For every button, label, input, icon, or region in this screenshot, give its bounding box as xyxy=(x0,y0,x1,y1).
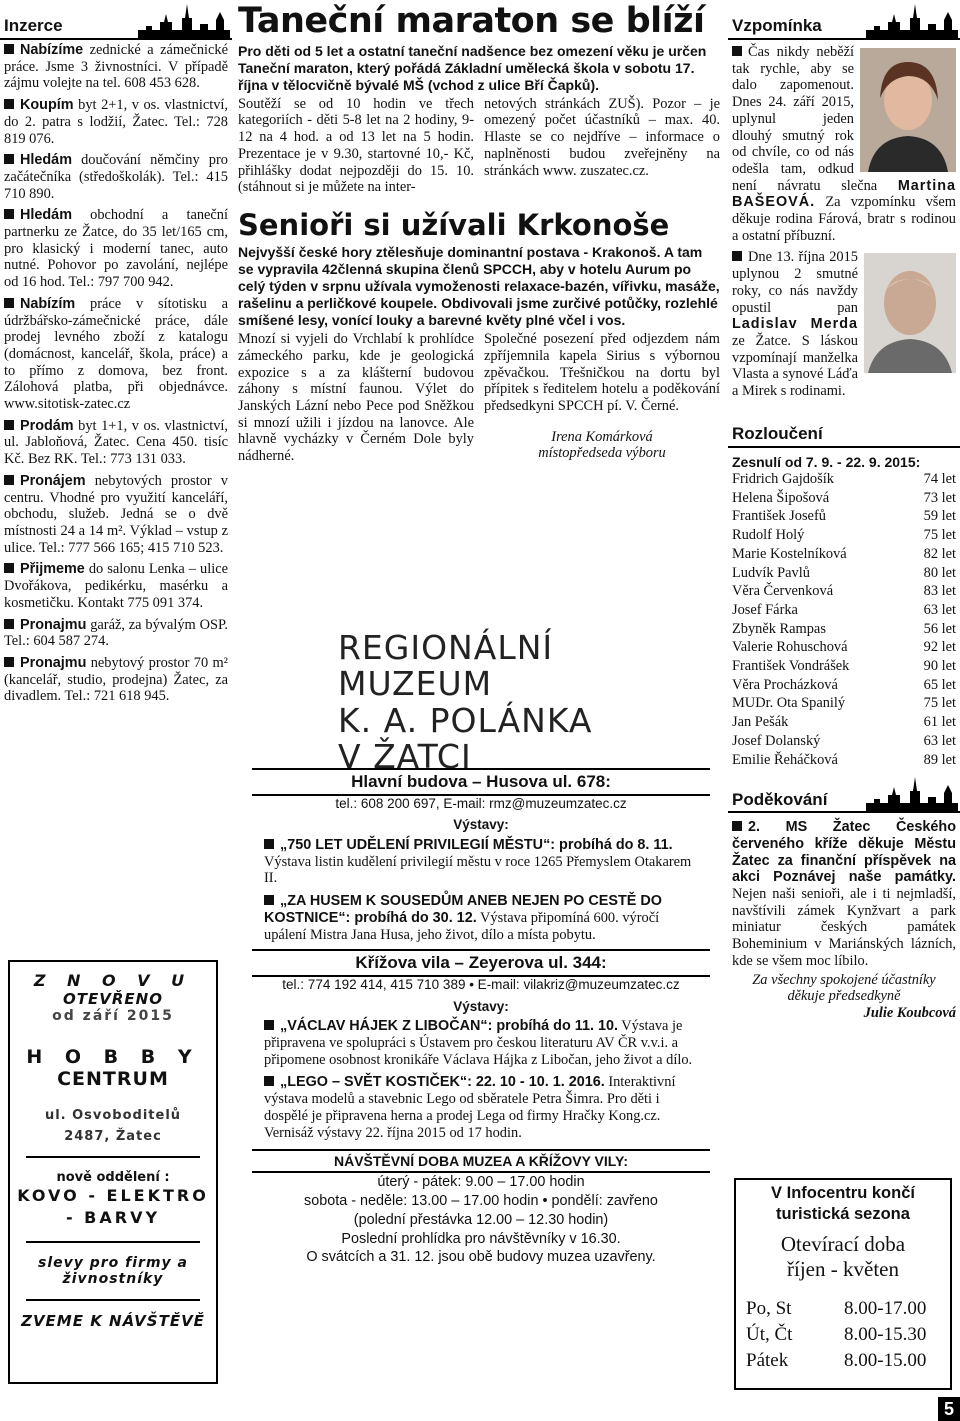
deceased-name: Marie Kostelníková xyxy=(732,545,847,562)
logo-line: V ŽATCI xyxy=(338,736,472,776)
table-row xyxy=(732,470,956,489)
deceased-age: 63 let xyxy=(923,601,956,618)
table-row xyxy=(746,1349,932,1373)
opening-hours xyxy=(246,1173,716,1267)
deceased-table xyxy=(732,470,956,769)
article-lead: Pro děti od 5 let a ostatní taneční nadšence bez omezení věku je určen Taneční maraton, který pořádá Základní umělecká škola v sobotu 17. října v tělocvičně bývalé MŠ (vchod z ulice Bří Čapků). xyxy=(238,42,707,93)
hours-time: 8.00-15.00 xyxy=(844,1349,927,1371)
deceased-age: 65 let xyxy=(923,676,956,693)
deceased-age: 90 let xyxy=(923,658,956,675)
signature xyxy=(484,429,720,462)
classified-ad: Pronajmu nebytový prostor 70 m² (kancelář, studio, prodejna) Žatec, za divadlem. Tel.: 721 618 945. xyxy=(4,654,228,705)
hobby-centrum-ad xyxy=(8,960,218,1384)
ad-line: od září 2015 xyxy=(52,1007,174,1024)
article-text: Soutěží se od 10 hodin ve třech kategoriích - děti 5-8 let na 2 hodiny, 9-12 na 4 hod. a od 13 let na 5 hodin. Prezentace je v 9.30, startovné 10,- Kč, přihlášky dodat nejpozději do 15. 10. (stáhnout si je můžete na inter- xyxy=(238,95,474,196)
hours-day: Út, Čt xyxy=(746,1323,793,1345)
info-title: V Infocentru končí xyxy=(771,1184,915,1202)
deceased-age: 63 let xyxy=(923,732,956,749)
town-skyline-icon xyxy=(866,0,958,38)
ads-column xyxy=(0,0,232,1331)
article-text: Společné posezení před odjezdem nám zpříjemnila kapela Sirius s výbornou zpěvačkou. Třešničkou na dortu byl přípitek s ředitelem hotelu a poděkování předsedkyni SPCCH pí. V. Černé. xyxy=(484,331,720,415)
table-row xyxy=(732,732,956,751)
ad-line: OTEVŘENO xyxy=(63,989,163,1008)
article-title: Senioři si užívali Krkonoše xyxy=(238,207,670,242)
farewell-heading: Zesnulí od 7. 9. - 22. 9. 2015: xyxy=(732,453,921,470)
farewell-list xyxy=(732,454,956,769)
museum-building-heading: Hlavní budova – Husova ul. 678: xyxy=(252,768,710,796)
table-row xyxy=(732,657,956,676)
classified-ad: Hledám doučování němčiny pro začátečníka (středoškolák). Tel.: 415 710 890. xyxy=(4,152,228,202)
hours-time: 8.00-15.30 xyxy=(844,1323,927,1345)
museum-contact: tel.: 608 200 697, E-mail: rmz@muzeumzatec.cz xyxy=(335,795,627,811)
divider xyxy=(26,1156,200,1158)
classified-ad: Prodám byt 1+1, v os. vlastnictví, ul. Jabloňová, Žatec. Cena 450. tisíc Kč. Bez RK. Tel.: 773 131 033. xyxy=(4,417,228,468)
deceased-name: Fridrich Gajdošík xyxy=(732,471,834,487)
section-header-ads xyxy=(0,0,232,40)
thanks-signature: Julie Koubcová xyxy=(863,1004,956,1021)
opening-hours-table xyxy=(744,1295,934,1375)
museum-logo xyxy=(338,628,668,776)
articles-column xyxy=(238,0,720,465)
deceased-age: 80 let xyxy=(923,564,956,581)
deceased-age: 75 let xyxy=(923,695,956,712)
table-row xyxy=(732,601,956,620)
exhibitions-label: Výstavy: xyxy=(453,817,509,833)
classified-ad: Nabízíme zednické a zámečnické práce. Jsme 3 živnostníci. V případě zájmu volejte na tel. 608 453 628. xyxy=(4,42,228,92)
museum-ad xyxy=(246,768,716,1267)
info-subtitle: říjen - květen xyxy=(787,1257,899,1282)
ad-line: CENTRUM xyxy=(57,1068,169,1091)
ad-line: KOVO - ELEKTRO - BARVY xyxy=(17,1186,209,1228)
deceased-age: 89 let xyxy=(923,751,956,768)
deceased-age: 75 let xyxy=(923,527,956,544)
classified-ad: Nabízím práce v sítotisku a údržbářsko-zámečnické práce, dále prodej levného zboží z katalogu (domácnost, kancelář, škola, práce) a to přímo z domova, bez front. Zálohová platba, při objednávce. www.sitotisk-zatec.cz xyxy=(4,295,228,413)
hours-line: (polední přestávka 12.00 – 12.30 hodin) xyxy=(353,1211,609,1228)
deceased-name: Ludvík Pavlů xyxy=(732,564,810,581)
ad-line: slevy pro firmy a živnostníky xyxy=(38,1254,188,1287)
ad-line: nově oddělení : xyxy=(56,1170,170,1186)
museum-contact: tel.: 774 192 414, 415 710 389 • E-mail: vilakriz@muzeumzatec.cz xyxy=(282,976,680,992)
section-title: Poděkování xyxy=(732,789,828,809)
deceased-age: 74 let xyxy=(923,471,956,487)
article-text: netových stránkách ZUŠ). Pozor – je omezený počet účastníků – max. 40. Hlaste se co nejdříve – informace o naplněnosti budou zveřejněny na stránkách www. zuszatec.cz. xyxy=(484,95,720,179)
infocentrum-box xyxy=(734,1178,952,1390)
deceased-name: Josef Dolanský xyxy=(732,732,821,749)
deceased-age: 73 let xyxy=(923,489,956,506)
logo-line: K. A. POLÁNKA xyxy=(338,700,593,740)
table-row xyxy=(746,1323,932,1347)
table-row xyxy=(732,489,956,508)
deceased-age: 61 let xyxy=(923,714,956,731)
ad-line: ul. Osvoboditelů xyxy=(44,1108,182,1124)
deceased-name: Rudolf Holý xyxy=(732,527,805,544)
exhibition-item: „LEGO – SVĚT KOSTIČEK“: 22. 10 - 10. 1. 2016. Interaktivní výstava modelů a stavebnic Lego od sběratele Petra Šimra. Pro děti i dospělé je připravena herna a prodej Lega od firmy Hračky Kong.cz. Vernisáž výstavy 22. října 2015 od 17 hodin. xyxy=(264,1074,676,1141)
thanks-italic: Za všechny spokojené účastníky děkuje předsedkyně xyxy=(752,971,936,1005)
page-number: 5 xyxy=(938,1397,960,1421)
deceased-name: MUDr. Ota Spanilý xyxy=(732,695,846,712)
classified-ad: Pronajmu garáž, za bývalým OSP. Tel.: 604 587 274. xyxy=(4,616,228,650)
article-text-group xyxy=(484,331,720,465)
deceased-name: Věra Červenková xyxy=(732,583,834,600)
deceased-name: Josef Fárka xyxy=(732,601,798,618)
classified-ad: Hledám obchodní a taneční partnerku ze Žatce, do 35 let/165 cm, pro klasický i moderní tanec, auto nutné. Pohovor po zavolání, nejlépe od 16 hod. Tel.: 797 700 942. xyxy=(4,207,228,291)
section-header-farewell xyxy=(728,414,960,448)
classified-ad: Koupím byt 2+1, v os. vlastnictví, do 2. patra s lodžií, Žatec. Tel.: 728 819 076. xyxy=(4,97,228,147)
divider xyxy=(26,1299,200,1301)
deceased-name: František Josefů xyxy=(732,508,826,525)
deceased-name: Emilie Řeháčková xyxy=(732,751,838,768)
hours-heading: NÁVŠTĚVNÍ DOBA MUZEA A KŘÍŽOVY VILY: xyxy=(252,1149,710,1173)
table-row xyxy=(732,694,956,713)
hours-line: O svátcích a 31. 12. jsou obě budovy muzea uzavřeny. xyxy=(306,1249,656,1266)
hours-day: Pátek xyxy=(746,1349,789,1371)
ad-line: Z N O V U xyxy=(33,971,193,990)
divider xyxy=(26,1241,200,1243)
info-subtitle: Otevírací doba xyxy=(780,1232,906,1257)
hours-line: úterý - pátek: 9.00 – 17.00 hodin xyxy=(377,1174,585,1191)
portrait-photo xyxy=(860,48,956,172)
logo-line: REGIONÁLNÍ MUZEUM xyxy=(338,628,554,704)
deceased-name: Jan Pešák xyxy=(732,714,789,731)
exhibition-item: „750 LET UDĚLENÍ PRIVILEGIÍ MĚSTU“: probíhá do 8. 11. Výstava listin kudělení privilegií městu v roce 1265 Přemyslem Otakarem II. xyxy=(264,837,692,887)
table-row xyxy=(732,545,956,564)
article-body xyxy=(238,331,720,465)
table-row xyxy=(732,582,956,601)
ads-list xyxy=(0,42,232,705)
deceased-name: Helena Šipošová xyxy=(732,489,830,506)
hours-time: 8.00-17.00 xyxy=(844,1297,927,1319)
signature-name: Irena Komárková xyxy=(551,428,653,445)
section-header-thanks xyxy=(728,779,960,813)
deceased-age: 59 let xyxy=(923,508,956,525)
table-row xyxy=(732,507,956,526)
notices-column xyxy=(728,0,960,1027)
section-title: Vzpomínka xyxy=(732,16,822,36)
table-row xyxy=(732,638,956,657)
section-title: Inzerce xyxy=(4,16,63,36)
exhibitions-label: Výstavy: xyxy=(453,998,509,1014)
deceased-name: Zbyněk Rampas xyxy=(732,620,826,637)
town-skyline-icon xyxy=(138,0,230,38)
town-skyline-icon xyxy=(866,773,958,811)
article-body xyxy=(238,96,720,196)
classified-ad: Přijmeme do salonu Lenka – ulice Dvořákova, pedikérku, masérku a kosmetičku. Kontakt 775 091 374. xyxy=(4,561,228,611)
table-row xyxy=(732,620,956,639)
exhibition-item: „ZA HUSEM K SOUSEDŮM ANEB NEJEN PO CESTĚ DO KOSTNICE“: probíhá do 30. 12. Výstava připomíná 600. výročí upálení Mistra Jana Husa, jeho život, dílo a místa pobytu. xyxy=(264,893,662,943)
table-row xyxy=(732,713,956,732)
hours-day: Po, St xyxy=(746,1297,792,1319)
section-title: Rozloučení xyxy=(732,424,823,444)
deceased-age: 82 let xyxy=(923,545,956,562)
hours-line: sobota - neděle: 13.00 – 17.00 hodin • pondělí: zavřeno xyxy=(304,1193,658,1210)
deceased-age: 83 let xyxy=(923,583,956,600)
section-header-memory xyxy=(728,0,960,40)
memory-notice: Čas nikdy neběží tak rychle, aby se dalo zapomenout. Dnes 24. září 2015, uplynul jeden dlouhý smutný rok od chvíle, co od nás odešla tam, odkud není návratu slečna Martina BAŠEOVÁ. Za vzpomínku všem děkuje rodina Fárová, bratr s rodinou a ostatní příbuzní. xyxy=(732,44,956,244)
museum-building-heading: Křížova vila – Zeyerova ul. 344: xyxy=(252,949,710,977)
article-lead: Nejvyšší české hory ztělesňuje dominantní postava - Krakonoš. A tam se vypravila 42členná skupina členů SPCCH, aby v hotelu Aurum po celý týden v srpnu užívala vymoženosti relaxace-bazén, vířivku, masáže, rašelinu a perličkové koupele. Obdivovali jsme zurčivé potůčky, rozlehlé smíšené lesy, vonící louky a barevné květy plné včel i vos. xyxy=(238,243,720,329)
signature-role: místopředseda výboru xyxy=(538,445,666,462)
ad-line: 2487, Žatec xyxy=(64,1129,162,1145)
table-row xyxy=(732,564,956,583)
exhibition-item: „VÁCLAV HÁJEK Z LIBOČAN“: probíhá do 11. 10. Výstava je připravena ve spolupráci s Ústavem pro českou literaturu AV ČR v.v.i. a připomene osobnost kronikáře Václava Hájka z Libočan, jeho život a dílo. xyxy=(264,1018,693,1068)
portrait-photo xyxy=(864,253,956,373)
table-row xyxy=(732,676,956,695)
article-title: Taneční maraton se blíží xyxy=(238,1,705,41)
memory-notice: Dne 13. října 2015 uplynou 2 smutné roky, co nás navždy opustil pan Ladislav Merda ze Žatce. S láskou vzpomínají manželka Vlasta a synové Láďa a Mirek s rodinami. xyxy=(732,249,956,399)
table-row xyxy=(732,526,956,545)
ad-line: ZVEME K NÁVŠTĚVĚ xyxy=(21,1312,205,1331)
deceased-name: Věra Procházková xyxy=(732,676,838,693)
deceased-age: 92 let xyxy=(923,639,956,656)
table-row xyxy=(746,1297,932,1321)
thanks-notice: 2. MS Žatec Českého červeného kříže děkuje Městu Žatec za finanční příspěvek na akci Poznávej naše památky. Nejen naši senioři, ale i ti nejmladší, navštívili zámek Kynžvart a park miniatur českých památek Boheminium v Mariánských lázních, kde se všem moc líbilo. Za všechny spokojené účastníky děkuje předsedkyně Julie Koubcová xyxy=(732,819,956,1021)
ad-line: H O B B Y xyxy=(26,1046,200,1069)
deceased-name: Valerie Rohuschová xyxy=(732,639,848,656)
classified-ad: Pronájem nebytových prostor v centru. Vhodné pro využití kanceláří, obchodu, služeb. Jedná se o dvě místnosti 24 a 14 m². Výklad – vstup z ulice. Tel.: 777 566 165; 415 710 523. xyxy=(4,472,228,556)
deceased-name: František Vondrášek xyxy=(732,658,850,675)
deceased-age: 56 let xyxy=(923,620,956,637)
table-row xyxy=(732,751,956,770)
info-title: turistická sezona xyxy=(776,1205,910,1224)
article-text: Mnozí si vyjeli do Vrchlabí k prohlídce zámeckého parku, kde je geologická expozice s a za klášterní budovou záhony s místní faunou. Výlet do Janských Lázní nebo Pece pod Sněžkou si mnozí užili i jízdou na lanovce. Ale hlavně vycházky v Černém Dole byly nádherné. xyxy=(238,331,474,465)
hours-line: Poslední prohlídka pro návštěvníky v 16.30. xyxy=(341,1230,621,1247)
